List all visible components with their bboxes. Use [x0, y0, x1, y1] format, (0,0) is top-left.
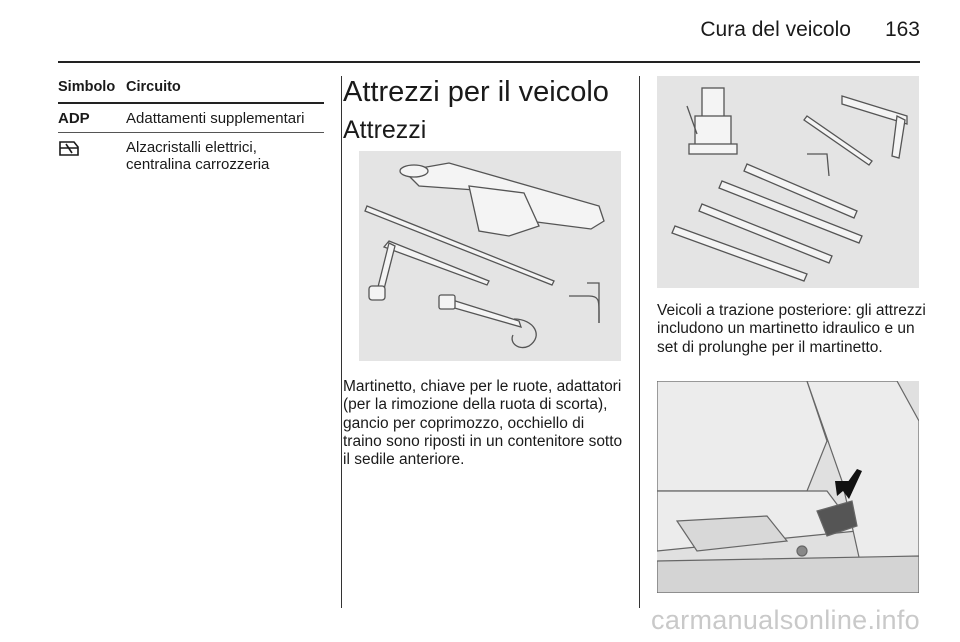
table-row — [58, 133, 324, 179]
circuit-cell: Adattamenti supplementari — [126, 109, 305, 127]
section-heading: Attrezzi per il veicolo — [343, 76, 609, 108]
front-tools-caption: Martinetto, chiave per le ruote, adattatori (per la rimozione della ruota di scorta), gancio per coprimozzo, occhiello di traino sono riposti in un contenitore sotto il sedile anteriore. — [343, 378, 623, 469]
hydraulic-jack-drawing — [657, 76, 919, 288]
symbol-cell — [58, 139, 126, 174]
symbol-table — [58, 79, 324, 178]
table-header — [58, 79, 324, 104]
rear-tools-illustration — [657, 76, 919, 288]
page-header — [700, 18, 920, 42]
power-window-icon — [58, 139, 80, 157]
rear-tools-caption: Veicoli a trazione posteriore: gli attrezzi includono un martinetto idraulico e un set di prolunghe per il martinetto. — [657, 302, 926, 356]
symbol-cell: ADP — [58, 109, 90, 127]
front-tools-illustration — [359, 151, 621, 361]
column-divider — [341, 76, 342, 608]
subsection-heading: Attrezzi — [343, 116, 427, 144]
table-row — [58, 104, 324, 133]
page-number: 163 — [884, 18, 920, 41]
seat-drawing — [657, 381, 919, 593]
circuit-cell: Alzacristalli elettrici, centralina carrozzeria — [126, 138, 270, 174]
column-divider — [639, 76, 640, 608]
column-header-symbol: Simbolo — [58, 79, 116, 95]
section-title: Cura del veicolo — [700, 18, 851, 41]
column-header-circuit: Circuito — [126, 79, 181, 95]
header-rule — [58, 61, 920, 63]
tools-drawing — [359, 151, 621, 361]
seat-storage-illustration — [657, 381, 919, 593]
watermark: carmanualsonline.info — [651, 605, 920, 635]
